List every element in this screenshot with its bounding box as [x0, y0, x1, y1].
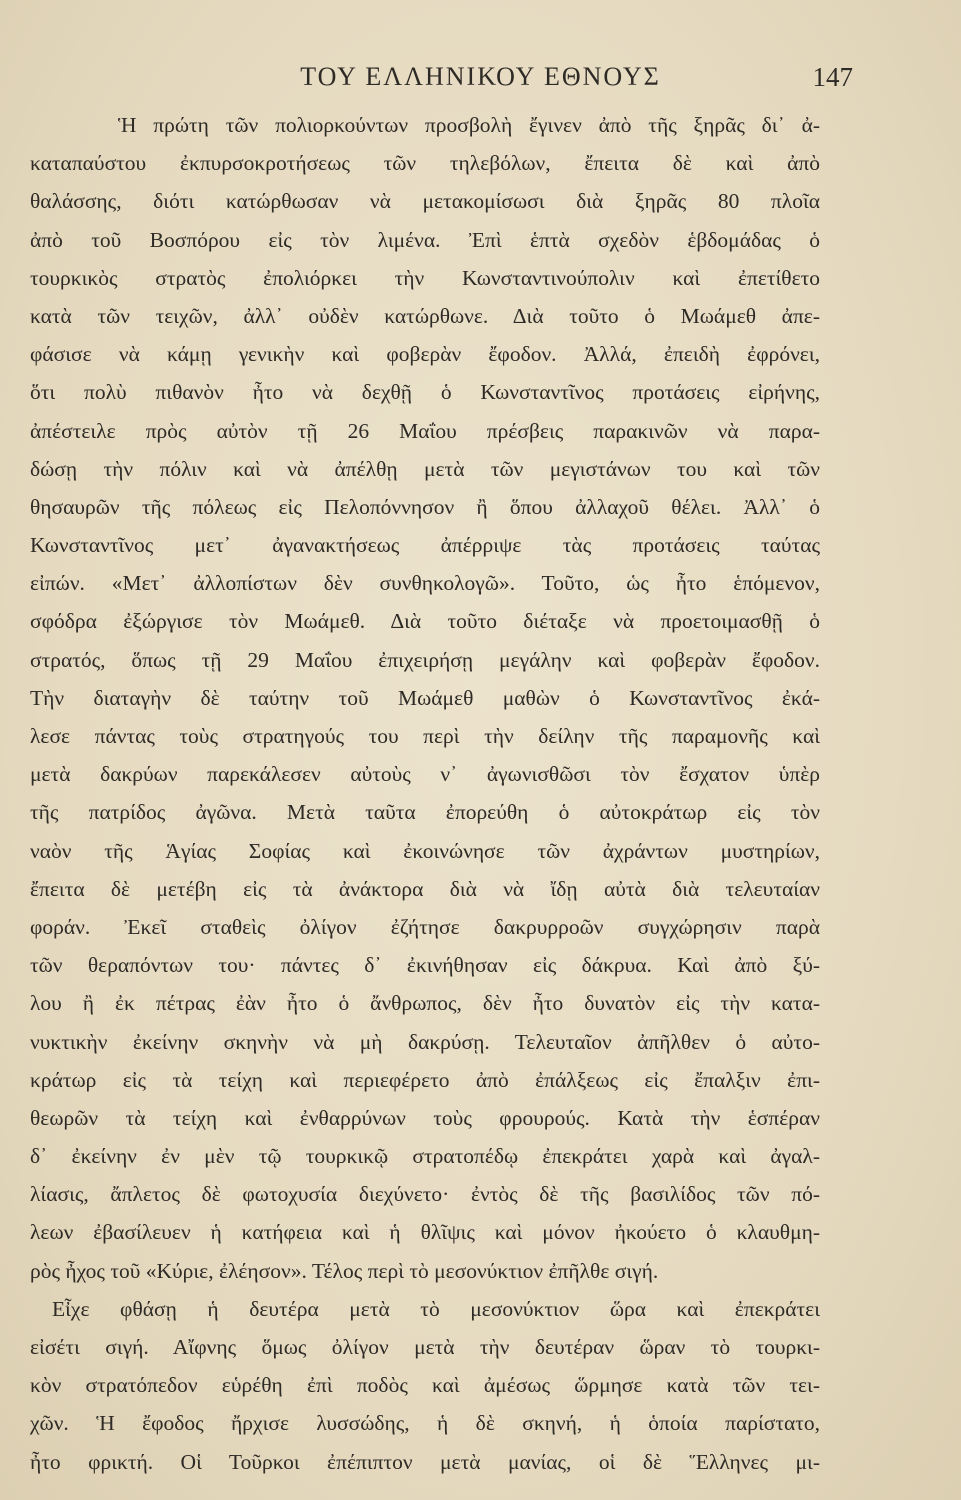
text-line: μετὰ δακρύων παρεκάλεσεν αὐτοὺς ν᾿ ἀγωνισθῶσι τὸν ἔσχατον ὑπὲρ: [30, 762, 820, 787]
text-line: ἔπειτα δὲ μετέβη εἰς τὰ ἀνάκτορα διὰ νὰ ἴδῃ αὐτὰ διὰ τελευταίαν: [30, 876, 820, 901]
body-text: [30, 106, 820, 1481]
running-head: ΤΟΥ ΕΛΛΗΝΙΚΟΥ ΕΘΝΟΥΣ: [300, 62, 661, 91]
text-line: ἀπέστειλε πρὸς αὐτὸν τῇ 26 Μαΐου πρέσβεις παρακινῶν νὰ παρα-: [30, 418, 820, 443]
text-line: τῆς πατρίδος ἀγῶνα. Μετὰ ταῦτα ἐπορεύθη ὁ αὐτοκράτωρ εἰς τὸν: [30, 800, 820, 825]
page-number: 147: [812, 62, 853, 92]
text-line: Ἡ πρώτη τῶν πολιορκούντων προσβολὴ ἔγινεν ἀπὸ τῆς ξηρᾶς δι᾿ ἀ-: [118, 113, 820, 137]
text-line: φοράν. Ἐκεῖ σταθεὶς ὀλίγον ἐζήτησε δακρυρροῶν συγχώρησιν παρὰ: [30, 914, 820, 939]
text-line: δώσῃ τὴν πόλιν καὶ νὰ ἀπέλθῃ μετὰ τῶν μεγιστάνων του καὶ τῶν: [30, 456, 820, 481]
text-line: θεωρῶν τὰ τείχη καὶ ἐνθαρρύνων τοὺς φρουρούς. Κατὰ τὴν ἑσπέραν: [30, 1105, 820, 1130]
text-line: κὸν στρατόπεδον εὑρέθη ἐπὶ ποδὸς καὶ ἀμέσως ὥρμησε κατὰ τῶν τει-: [30, 1373, 820, 1398]
text-line: καταπαύστου ἐκπυρσοκροτήσεως τῶν τηλεβόλων, ἔπειτα δὲ καὶ ἀπὸ: [30, 151, 820, 176]
text-line: στρατός, ὅπως τῇ 29 Μαΐου ἐπιχειρήσῃ μεγάλην καὶ φοβερὰν ἔφοδον.: [30, 647, 820, 672]
page-header: [0, 62, 961, 102]
text-line: χῶν. Ἡ ἔφοδος ἤρχισε λυσσώδης, ἡ δὲ σκηνή, ἡ ὁποία παρίστατο,: [30, 1411, 820, 1436]
text-line: δ᾿ ἐκείνην ἐν μὲν τῷ τουρκικῷ στρατοπέδῳ ἐπεκράτει χαρὰ καὶ ἀγαλ-: [30, 1144, 820, 1169]
text-line: ρὸς ἦχος τοῦ «Κύριε, ἐλέησον». Τέλος περὶ τὸ μεσονύκτιον ἐπῆλθε σιγή.: [30, 1258, 659, 1283]
text-line: ναὸν τῆς Ἁγίας Σοφίας καὶ ἐκοινώνησε τῶν ἀχράντων μυστηρίων,: [30, 838, 820, 863]
text-line: θαλάσσης, διότι κατώρθωσαν νὰ μετακομίσωσι διὰ ξηρᾶς 80 πλοῖα: [30, 189, 820, 214]
text-line: λίασις, ἄπλετος δὲ φωτοχυσία διεχύνετο· ἐντὸς δὲ τῆς βασιλίδος τῶν πό-: [30, 1182, 820, 1207]
text-line: κράτωρ εἰς τὰ τείχη καὶ περιεφέρετο ἀπὸ ἐπάλξεως εἰς ἔπαλξιν ἐπι-: [30, 1067, 820, 1092]
text-line: ἦτο φρικτή. Οἱ Τοῦρκοι ἐπέπιπτον μετὰ μανίας, οἱ δὲ Ἕλληνες μι-: [30, 1449, 820, 1474]
text-line: λεων ἐβασίλευεν ἡ κατήφεια καὶ ἡ θλῖψις καὶ μόνον ἠκούετο ὁ κλαυθμη-: [30, 1220, 820, 1245]
text-line: νυκτικὴν ἐκείνην σκηνὴν νὰ μὴ δακρύσῃ. Τελευταῖον ἀπῆλθεν ὁ αὐτο-: [30, 1029, 820, 1054]
text-line: ἀπὸ τοῦ Βοσπόρου εἰς τὸν λιμένα. Ἐπὶ ἑπτὰ σχεδὸν ἑβδομάδας ὁ: [30, 227, 820, 252]
text-line: ὅτι πολὺ πιθανὸν ἦτο νὰ δεχθῇ ὁ Κωνσταντῖνος προτάσεις εἰρήνης,: [30, 380, 820, 405]
text-line: λου ἢ ἐκ πέτρας ἐὰν ἦτο ὁ ἄνθρωπος, δὲν ἦτο δυνατὸν εἰς τὴν κατα-: [30, 991, 820, 1016]
text-line: εἰπών. «Μετ᾿ ἀλλοπίστων δὲν συνθηκολογῶ». Τοῦτο, ὡς ἦτο ἑπόμενον,: [30, 571, 820, 596]
text-line: φάσισε νὰ κάμῃ γενικὴν καὶ φοβερὰν ἔφοδον. Ἀλλά, ἐπειδὴ ἐφρόνει,: [30, 342, 820, 367]
text-line: τουρκικὸς στρατὸς ἐπολιόρκει τὴν Κωνσταντινούπολιν καὶ ἐπετίθετο: [30, 265, 820, 290]
text-line: θησαυρῶν τῆς πόλεως εἰς Πελοπόννησον ἢ ὅπου ἀλλαχοῦ θέλει. Ἀλλ᾿ ὁ: [30, 494, 820, 519]
text-line: κατὰ τῶν τειχῶν, ἀλλ᾿ οὐδὲν κατώρθωνε. Διὰ τοῦτο ὁ Μωάμεθ ἀπε-: [30, 303, 820, 328]
text-line: σφόδρα ἐξώργισε τὸν Μωάμεθ. Διὰ τοῦτο διέταξε νὰ προετοιμασθῇ ὁ: [30, 609, 820, 634]
text-line: Κωνσταντῖνος μετ᾿ ἀγανακτήσεως ἀπέρριψε τὰς προτάσεις ταύτας: [30, 533, 820, 558]
text-line: Τὴν διαταγὴν δὲ ταύτην τοῦ Μωάμεθ μαθὼν ὁ Κωνσταντῖνος ἐκά-: [30, 685, 820, 710]
text-line: Εἶχε φθάσῃ ἡ δευτέρα μετὰ τὸ μεσονύκτιον ὥρα καὶ ἐπεκράτει: [52, 1296, 820, 1321]
text-line: τῶν θεραπόντων του· πάντες δ᾿ ἐκινήθησαν εἰς δάκρυα. Καὶ ἀπὸ ξύ-: [30, 953, 820, 978]
text-line: εἰσέτι σιγή. Αἴφνης ὅμως ὀλίγον μετὰ τὴν δευτέραν ὥραν τὸ τουρκι-: [30, 1335, 820, 1359]
text-line: λεσε πάντας τοὺς στρατηγούς του περὶ τὴν δείλην τῆς παραμονῆς καὶ: [30, 724, 820, 748]
